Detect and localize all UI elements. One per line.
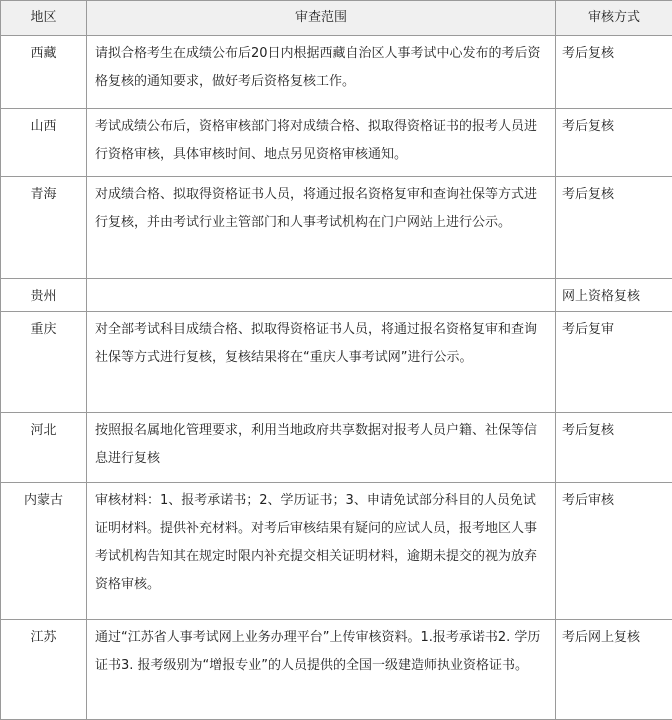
header-region: 地区 — [1, 1, 87, 36]
table-row — [1, 36, 672, 109]
region-cell: 内蒙古 — [1, 483, 87, 620]
method-cell: 考后复核 — [556, 413, 672, 483]
region-cell: 河北 — [1, 413, 87, 483]
region-cell: 西藏 — [1, 36, 87, 109]
table-header-row — [1, 1, 672, 36]
table-row — [1, 109, 672, 177]
region-cell: 青海 — [1, 177, 87, 279]
region-cell: 贵州 — [1, 279, 87, 312]
header-method: 审核方式 — [556, 1, 672, 36]
method-cell: 考后复审 — [556, 312, 672, 413]
scope-cell: 考试成绩公布后，资格审核部门将对成绩合格、拟取得资格证书的报考人员进行资格审核，具体审核时间、地点另见资格审核通知。 — [87, 109, 556, 177]
header-scope: 审查范围 — [87, 1, 556, 36]
table-row — [1, 413, 672, 483]
scope-cell: 通过“江苏省人事考试网上业务办理平台”上传审核资料。1.报考承诺书2. 学历证书3. 报考级别为“增报专业”的人员提供的全国一级建造师执业资格证书。 — [87, 620, 556, 720]
table-row — [1, 483, 672, 620]
table-row — [1, 620, 672, 720]
scope-cell — [87, 279, 556, 312]
table-row — [1, 312, 672, 413]
table-row — [1, 279, 672, 312]
method-cell: 考后复核 — [556, 177, 672, 279]
method-cell: 网上资格复核 — [556, 279, 672, 312]
table-row — [1, 177, 672, 279]
method-cell: 考后审核 — [556, 483, 672, 620]
region-cell: 重庆 — [1, 312, 87, 413]
method-cell: 考后复核 — [556, 109, 672, 177]
method-cell: 考后复核 — [556, 36, 672, 109]
scope-cell: 审核材料：1、报考承诺书；2、学历证书；3、申请免试部分科目的人员免试证明材料。提供补充材料。对考后审核结果有疑问的应试人员，报考地区人事考试机构告知其在规定时限内补充提交相关证明材料，逾期未提交的视为放弃资格审核。 — [87, 483, 556, 620]
region-cell: 江苏 — [1, 620, 87, 720]
region-cell: 山西 — [1, 109, 87, 177]
scope-cell: 请拟合格考生在成绩公布后20日内根据西藏自治区人事考试中心发布的考后资格复核的通知要求，做好考后资格复核工作。 — [87, 36, 556, 109]
scope-cell: 按照报名属地化管理要求，利用当地政府共享数据对报考人员户籍、社保等信息进行复核 — [87, 413, 556, 483]
method-cell: 考后网上复核 — [556, 620, 672, 720]
scope-cell: 对成绩合格、拟取得资格证书人员，将通过报名资格复审和查询社保等方式进行复核，并由考试行业主管部门和人事考试机构在门户网站上进行公示。 — [87, 177, 556, 279]
scope-cell: 对全部考试科目成绩合格、拟取得资格证书人员，将通过报名资格复审和查询社保等方式进行复核，复核结果将在“重庆人事考试网”进行公示。 — [87, 312, 556, 413]
